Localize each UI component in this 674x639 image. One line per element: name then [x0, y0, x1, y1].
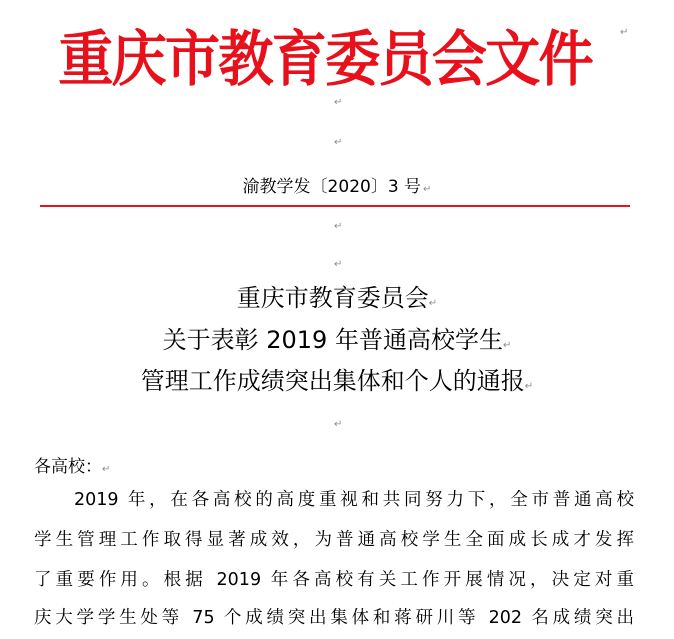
paragraph-mark: ↵ [334, 137, 343, 148]
notice-title-line-3: 管理工作成绩突出集体和个人的通报↵ [140, 367, 534, 395]
paragraph-mark: ↵ [620, 27, 629, 38]
body-text-line: 了重要作用。根据 2019 年各高校有关工作开展情况，决定对重 [34, 570, 634, 590]
paragraph-mark: ↵ [102, 464, 111, 475]
masthead-title: 重庆市教育委员会文件 [58, 25, 592, 95]
body-text-line: 庆大学学生处等 75 个成绩突出集体和蒋研川等 202 名成绩突出 [34, 608, 634, 628]
document-number [0, 172, 674, 197]
paragraph-mark: ↵ [334, 97, 343, 108]
paragraph-mark: ↵ [334, 419, 343, 430]
body-text-line: 2019 年，在各高校的高度重视和共同努力下，全市普通高校 [74, 490, 634, 510]
salutation: 各高校：↵ [34, 457, 111, 477]
notice-title-line-1: 重庆市教育委员会↵ [236, 284, 438, 312]
paragraph-mark: ↵ [524, 381, 534, 392]
paragraph-mark: ↵ [334, 221, 343, 232]
paragraph-mark: ↵ [502, 340, 512, 351]
notice-title-line-2: 关于表彰 2019 年普通高校学生↵ [162, 326, 512, 354]
paragraph-mark: ↵ [334, 259, 343, 270]
body-text-line: 学生管理工作取得显著成效，为普通高校学生全面成长成才发挥 [34, 530, 634, 550]
document-number-text: 渝教学发〔2020〕3 号 [242, 177, 422, 197]
red-divider-line [40, 205, 630, 207]
paragraph-mark: ↵ [428, 298, 438, 309]
paragraph-mark: ↵ [423, 184, 432, 195]
